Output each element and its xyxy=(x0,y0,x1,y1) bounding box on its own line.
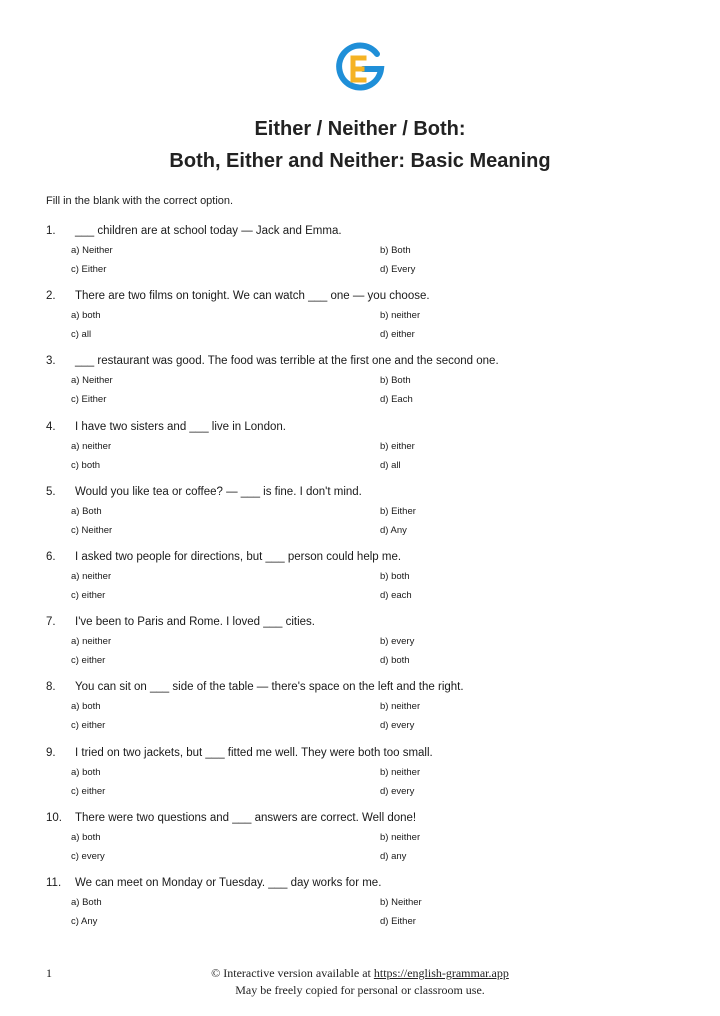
option-a: a) Neither xyxy=(71,375,113,387)
option-b: b) neither xyxy=(380,766,421,778)
question-text: Would you like tea or coffee? — ___ is fine. I don't mind. xyxy=(75,485,362,498)
option-d: d) all xyxy=(380,459,401,471)
question-item xyxy=(0,877,720,942)
question-number: 6. xyxy=(46,550,56,563)
question-item xyxy=(0,616,720,681)
question-number: 7. xyxy=(46,616,56,629)
footer-line-1 xyxy=(0,966,720,981)
option-a: a) Neither xyxy=(71,245,113,256)
option-d: d) Any xyxy=(380,524,407,536)
question-item xyxy=(0,355,720,420)
option-d: d) Every xyxy=(380,264,416,275)
option-d: d) Each xyxy=(380,394,413,406)
option-b: b) Both xyxy=(380,375,411,387)
option-a: a) neither xyxy=(71,570,112,582)
option-a: a) both xyxy=(71,310,101,322)
question-item xyxy=(0,290,720,355)
option-b: b) Neither xyxy=(380,896,422,908)
eg-logo-icon xyxy=(333,42,387,96)
option-b: b) either xyxy=(380,440,415,452)
option-c: c) Either xyxy=(71,264,107,275)
page-subtitle: Both, Either and Neither: Basic Meaning xyxy=(169,150,551,172)
question-item xyxy=(0,225,720,290)
question-item xyxy=(0,681,720,746)
option-b: b) neither xyxy=(380,831,421,843)
question-number: 9. xyxy=(46,746,56,759)
option-b: b) Both xyxy=(380,245,411,256)
footer-text: © Interactive version available at xyxy=(211,966,374,980)
question-item xyxy=(0,812,720,877)
option-a: a) both xyxy=(71,831,101,843)
question-text: I've been to Paris and Rome. I loved ___ cities. xyxy=(75,616,315,629)
option-b: b) both xyxy=(380,570,410,582)
question-number: 3. xyxy=(46,355,56,368)
option-c: c) either xyxy=(71,720,106,732)
option-c: c) either xyxy=(71,655,106,667)
page-number: 1 xyxy=(46,966,52,980)
question-number: 11. xyxy=(46,876,62,889)
option-a: a) neither xyxy=(71,440,112,452)
question-text: ___ children are at school today — Jack and Emma. xyxy=(75,225,342,237)
option-d: d) Either xyxy=(380,915,416,927)
page-title: Either / Neither / Both: xyxy=(254,118,466,140)
question-number: 10. xyxy=(46,811,62,824)
footer-link[interactable]: https://english-grammar.app xyxy=(373,966,509,980)
question-number: 4. xyxy=(46,420,56,433)
option-c: c) both xyxy=(71,459,101,471)
question-item xyxy=(0,747,720,812)
option-b: b) every xyxy=(380,636,415,648)
option-b: b) neither xyxy=(380,310,421,322)
option-c: c) either xyxy=(71,589,106,601)
option-a: a) neither xyxy=(71,636,112,648)
question-number: 8. xyxy=(46,681,56,694)
instructions: Fill in the blank with the correct option. xyxy=(46,195,234,207)
option-d: d) any xyxy=(380,850,407,862)
option-a: a) Both xyxy=(71,505,102,517)
option-d: d) every xyxy=(380,785,415,797)
question-number: 1. xyxy=(46,225,56,237)
question-number: 5. xyxy=(46,485,56,498)
question-number: 2. xyxy=(46,290,56,303)
question-text: You can sit on ___ side of the table — there's space on the left and the right. xyxy=(75,681,464,694)
question-text: I asked two people for directions, but ___ person could help me. xyxy=(75,550,402,563)
question-item xyxy=(0,421,720,486)
option-a: a) Both xyxy=(71,896,102,908)
question-item xyxy=(0,551,720,616)
option-b: b) neither xyxy=(380,701,421,713)
option-d: d) either xyxy=(380,329,415,341)
footer-line-2: May be freely copied for personal or classroom use. xyxy=(235,983,485,997)
option-c: c) Neither xyxy=(71,524,113,536)
option-d: d) both xyxy=(380,655,410,667)
option-c: c) Either xyxy=(71,394,107,406)
option-a: a) both xyxy=(71,701,101,713)
question-text: There were two questions and ___ answers are correct. Well done! xyxy=(75,811,417,824)
question-list xyxy=(0,225,720,942)
option-a: a) both xyxy=(71,766,101,778)
question-text: We can meet on Monday or Tuesday. ___ day works for me. xyxy=(75,876,382,889)
question-text: I have two sisters and ___ live in London. xyxy=(75,420,286,433)
option-c: c) Any xyxy=(71,915,98,927)
option-d: d) each xyxy=(380,589,412,601)
question-text: ___ restaurant was good. The food was terrible at the first one and the second one. xyxy=(75,355,499,368)
option-d: d) every xyxy=(380,720,415,732)
option-c: c) all xyxy=(71,329,92,341)
option-c: c) every xyxy=(71,850,105,862)
question-item xyxy=(0,486,720,551)
question-text: There are two films on tonight. We can watch ___ one — you choose. xyxy=(75,290,430,303)
question-text: I tried on two jackets, but ___ fitted me well. They were both too small. xyxy=(75,746,433,759)
option-c: c) either xyxy=(71,785,106,797)
option-b: b) Either xyxy=(380,505,416,517)
